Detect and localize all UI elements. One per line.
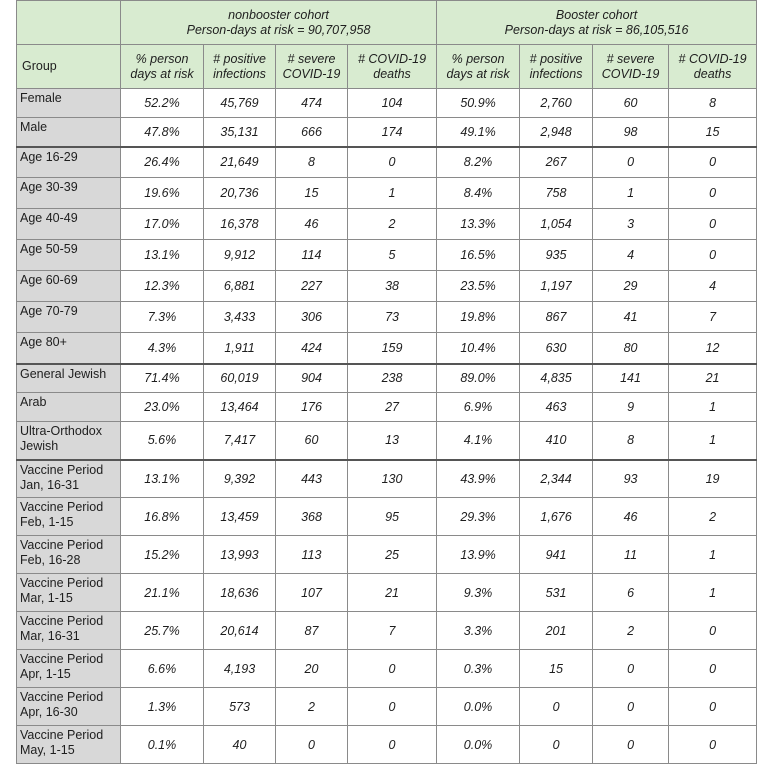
row-label-line: Age 16-29 [20, 149, 78, 164]
table-cell: 16,378 [204, 209, 276, 240]
table-cell: 443 [276, 460, 348, 498]
table-cell: 3,433 [204, 302, 276, 333]
column-header-line: infections [529, 66, 583, 81]
table-cell: 52.2% [121, 89, 204, 118]
table-cell: 19 [669, 460, 757, 498]
row-label-line: Vaccine Period [20, 500, 104, 514]
table-cell: 26.4% [121, 147, 204, 178]
table-cell: 15.2% [121, 536, 204, 574]
table-cell: 13,464 [204, 393, 276, 422]
nonbooster-cohort-header [121, 1, 437, 45]
table-row [17, 460, 757, 498]
row-label-line: Vaccine Period [20, 690, 104, 704]
row-label [17, 118, 121, 147]
table-cell: 40 [204, 726, 276, 764]
table-cell: 941 [520, 536, 593, 574]
table-cell: 0 [669, 650, 757, 688]
table-cell: 25.7% [121, 612, 204, 650]
table-row [17, 271, 757, 302]
row-label [17, 536, 121, 574]
table-cell: 41 [593, 302, 669, 333]
table-cell: 113 [276, 536, 348, 574]
table-cell: 424 [276, 333, 348, 364]
table-cell: 1,676 [520, 498, 593, 536]
column-header-line: COVID-19 [601, 66, 660, 81]
row-label [17, 422, 121, 460]
table-row [17, 118, 757, 147]
table-cell: 0.0% [437, 688, 520, 726]
row-label [17, 612, 121, 650]
row-label-line: Mar, 16-31 [20, 629, 80, 643]
table-cell: 0 [348, 688, 437, 726]
table-cell: 98 [593, 118, 669, 147]
row-label [17, 333, 121, 364]
table-cell: 13.3% [437, 209, 520, 240]
column-header-line: # severe [606, 51, 655, 66]
column-header [437, 45, 520, 89]
table-cell: 114 [276, 240, 348, 271]
table-cell: 60 [593, 89, 669, 118]
table-row [17, 240, 757, 271]
table-cell: 29.3% [437, 498, 520, 536]
table-cell: 21 [348, 574, 437, 612]
table-cell: 7 [669, 302, 757, 333]
table-cell: 10.4% [437, 333, 520, 364]
table-cell: 20,736 [204, 178, 276, 209]
table-cell: 15 [669, 118, 757, 147]
table-cell: 201 [520, 612, 593, 650]
table-cell: 9,392 [204, 460, 276, 498]
table-cell: 1,911 [204, 333, 276, 364]
table-cell: 104 [348, 89, 437, 118]
table-cell: 13.1% [121, 240, 204, 271]
table-cell: 0 [348, 147, 437, 178]
column-header [276, 45, 348, 89]
table-cell: 8.4% [437, 178, 520, 209]
cohort-table [16, 0, 757, 764]
table-cell: 935 [520, 240, 593, 271]
table-cell: 5 [348, 240, 437, 271]
table-row [17, 178, 757, 209]
row-label-line: Jewish [20, 439, 59, 453]
row-label-line: Vaccine Period [20, 576, 104, 590]
table-cell: 0.1% [121, 726, 204, 764]
table-cell: 12.3% [121, 271, 204, 302]
table-cell: 8.2% [437, 147, 520, 178]
table-cell: 531 [520, 574, 593, 612]
table-cell: 130 [348, 460, 437, 498]
table-row [17, 89, 757, 118]
table-cell: 6,881 [204, 271, 276, 302]
row-label-line: Apr, 16-30 [20, 705, 78, 719]
table-cell: 9.3% [437, 574, 520, 612]
column-header-line: # COVID-19 [357, 51, 427, 66]
table-cell: 46 [593, 498, 669, 536]
table-cell: 0 [593, 688, 669, 726]
column-header [204, 45, 276, 89]
table-cell: 7,417 [204, 422, 276, 460]
column-header-line: deaths [373, 66, 411, 81]
table-cell: 758 [520, 178, 593, 209]
table-cell: 0.3% [437, 650, 520, 688]
table-cell: 1,054 [520, 209, 593, 240]
column-header-line: # positive [529, 51, 583, 66]
table-cell: 60 [276, 422, 348, 460]
table-cell: 45,769 [204, 89, 276, 118]
table-cell: 6.9% [437, 393, 520, 422]
table-cell: 21,649 [204, 147, 276, 178]
table-row [17, 333, 757, 364]
row-label-line: Feb, 16-28 [20, 553, 81, 567]
table-cell: 267 [520, 147, 593, 178]
table-cell: 2 [593, 612, 669, 650]
table-cell: 15 [276, 178, 348, 209]
column-header [593, 45, 669, 89]
table-cell: 107 [276, 574, 348, 612]
table-cell: 1 [593, 178, 669, 209]
table-row [17, 147, 757, 178]
table-cell: 0 [520, 688, 593, 726]
table-cell: 13 [348, 422, 437, 460]
row-label [17, 89, 121, 118]
column-header-line: COVID-19 [282, 66, 341, 81]
table-cell: 9,912 [204, 240, 276, 271]
table-cell: 5.6% [121, 422, 204, 460]
row-label [17, 240, 121, 271]
table-cell: 2,344 [520, 460, 593, 498]
table-cell: 0 [593, 726, 669, 764]
table-cell: 13,993 [204, 536, 276, 574]
row-label [17, 460, 121, 498]
table-cell: 6.6% [121, 650, 204, 688]
table-cell: 1 [669, 574, 757, 612]
table-row [17, 726, 757, 764]
row-label [17, 271, 121, 302]
table-cell: 573 [204, 688, 276, 726]
row-label-line: Age 40-49 [20, 211, 78, 225]
row-label-line: Male [20, 120, 48, 134]
table-row [17, 574, 757, 612]
table-cell: 21 [669, 364, 757, 393]
column-header-line: days at risk [130, 66, 194, 81]
table-cell: 8 [276, 147, 348, 178]
column-header-line: % person [451, 51, 505, 66]
table-cell: 13.9% [437, 536, 520, 574]
table-cell: 867 [520, 302, 593, 333]
column-header [121, 45, 204, 89]
column-header-line: # positive [213, 51, 266, 66]
table-cell: 474 [276, 89, 348, 118]
table-cell: 2,760 [520, 89, 593, 118]
column-header-line: days at risk [446, 66, 510, 81]
table-cell: 89.0% [437, 364, 520, 393]
table-cell: 3.3% [437, 612, 520, 650]
table-cell: 1 [348, 178, 437, 209]
row-label-line: Female [20, 91, 62, 105]
table-cell: 630 [520, 333, 593, 364]
table-cell: 4,193 [204, 650, 276, 688]
table-cell: 87 [276, 612, 348, 650]
table-cell: 8 [669, 89, 757, 118]
table-cell: 9 [593, 393, 669, 422]
table-cell: 4.1% [437, 422, 520, 460]
row-label [17, 574, 121, 612]
table-cell: 16.8% [121, 498, 204, 536]
table-cell: 174 [348, 118, 437, 147]
row-label-line: Vaccine Period [20, 652, 104, 666]
table-cell: 19.8% [437, 302, 520, 333]
table-cell: 49.1% [437, 118, 520, 147]
table-cell: 0 [669, 726, 757, 764]
row-label-line: Age 60-69 [20, 273, 78, 287]
table-cell: 410 [520, 422, 593, 460]
row-label-line: Age 50-59 [20, 242, 78, 256]
table-cell: 13,459 [204, 498, 276, 536]
table-row [17, 209, 757, 240]
table-cell: 7.3% [121, 302, 204, 333]
table-cell: 43.9% [437, 460, 520, 498]
table-cell: 159 [348, 333, 437, 364]
table-cell: 0 [669, 147, 757, 178]
table-cell: 0 [669, 612, 757, 650]
booster-cohort-header [437, 1, 757, 45]
table-cell: 25 [348, 536, 437, 574]
table-cell: 47.8% [121, 118, 204, 147]
table-cell: 23.0% [121, 393, 204, 422]
row-label-line: May, 1-15 [20, 743, 75, 757]
table-cell: 1 [669, 393, 757, 422]
table-cell: 38 [348, 271, 437, 302]
table-cell: 0 [348, 650, 437, 688]
table-cell: 176 [276, 393, 348, 422]
table-cell: 29 [593, 271, 669, 302]
column-header-line: % person [135, 51, 189, 66]
table-cell: 227 [276, 271, 348, 302]
nonbooster-subtitle: Person-days at risk = 90,707,958 [186, 22, 371, 37]
row-label-line: Age 30-39 [20, 180, 78, 194]
table-cell: 71.4% [121, 364, 204, 393]
header-blank-cell [17, 1, 121, 45]
table-cell: 0 [276, 726, 348, 764]
table-cell: 0 [669, 178, 757, 209]
table-cell: 16.5% [437, 240, 520, 271]
group-column-header: Group [17, 45, 121, 89]
row-label-line: Vaccine Period [20, 728, 104, 742]
table-cell: 4 [593, 240, 669, 271]
row-label [17, 650, 121, 688]
table-cell: 3 [593, 209, 669, 240]
table-cell: 666 [276, 118, 348, 147]
table-cell: 2,948 [520, 118, 593, 147]
column-header-line: deaths [693, 66, 732, 81]
table-cell: 1.3% [121, 688, 204, 726]
table-cell: 23.5% [437, 271, 520, 302]
row-label [17, 178, 121, 209]
table-cell: 2 [276, 688, 348, 726]
table-cell: 0 [348, 726, 437, 764]
row-label-line: Arab [20, 395, 47, 409]
row-label [17, 209, 121, 240]
column-header [669, 45, 757, 89]
table-cell: 0 [593, 650, 669, 688]
table-cell: 0 [669, 688, 757, 726]
table-cell: 21.1% [121, 574, 204, 612]
table-row [17, 422, 757, 460]
row-label-line: Age 80+ [20, 335, 67, 349]
table-cell: 2 [348, 209, 437, 240]
table-cell: 904 [276, 364, 348, 393]
row-label [17, 302, 121, 333]
row-label-line: Ultra-Orthodox [20, 424, 102, 438]
row-label-line: General Jewish [20, 366, 107, 381]
row-label-line: Vaccine Period [20, 462, 104, 477]
row-label-line: Jan, 16-31 [20, 477, 80, 492]
table-cell: 368 [276, 498, 348, 536]
table-cell: 73 [348, 302, 437, 333]
table-cell: 141 [593, 364, 669, 393]
row-label [17, 688, 121, 726]
table-row [17, 612, 757, 650]
table-cell: 93 [593, 460, 669, 498]
table-cell: 7 [348, 612, 437, 650]
table-row [17, 536, 757, 574]
row-label-line: Vaccine Period [20, 538, 104, 552]
booster-title: Booster cohort [555, 7, 638, 22]
table-row [17, 650, 757, 688]
table-row [17, 393, 757, 422]
nonbooster-title: nonbooster cohort [228, 7, 329, 22]
table-cell: 11 [593, 536, 669, 574]
table-cell: 2 [669, 498, 757, 536]
table-cell: 0 [669, 209, 757, 240]
table-cell: 4.3% [121, 333, 204, 364]
row-label-line: Vaccine Period [20, 614, 104, 628]
row-label [17, 393, 121, 422]
table-cell: 20,614 [204, 612, 276, 650]
table-cell: 463 [520, 393, 593, 422]
table-cell: 17.0% [121, 209, 204, 240]
table-cell: 95 [348, 498, 437, 536]
table-row [17, 302, 757, 333]
row-label-line: Mar, 1-15 [20, 591, 73, 605]
column-header-line: # COVID-19 [678, 51, 747, 66]
table-cell: 1,197 [520, 271, 593, 302]
table-cell: 19.6% [121, 178, 204, 209]
table-cell: 15 [520, 650, 593, 688]
row-label [17, 364, 121, 393]
table-cell: 13.1% [121, 460, 204, 498]
table-row [17, 498, 757, 536]
table-cell: 0.0% [437, 726, 520, 764]
row-label-line: Age 70-79 [20, 304, 78, 318]
booster-subtitle: Person-days at risk = 86,105,516 [504, 22, 689, 37]
table-cell: 1 [669, 536, 757, 574]
table-cell: 0 [669, 240, 757, 271]
table-cell: 4,835 [520, 364, 593, 393]
table-cell: 8 [593, 422, 669, 460]
table-cell: 50.9% [437, 89, 520, 118]
table-cell: 18,636 [204, 574, 276, 612]
table-cell: 80 [593, 333, 669, 364]
column-header-line: infections [213, 66, 266, 81]
table-row [17, 688, 757, 726]
table-cell: 0 [520, 726, 593, 764]
table-cell: 12 [669, 333, 757, 364]
row-label [17, 498, 121, 536]
column-header [520, 45, 593, 89]
table-cell: 1 [669, 422, 757, 460]
table-cell: 4 [669, 271, 757, 302]
table-cell: 0 [593, 147, 669, 178]
row-label-line: Feb, 1-15 [20, 515, 74, 529]
row-label-line: Apr, 1-15 [20, 667, 71, 681]
table-cell: 46 [276, 209, 348, 240]
table-cell: 238 [348, 364, 437, 393]
column-header [348, 45, 437, 89]
column-header-line: # severe [287, 51, 336, 66]
table-row [17, 364, 757, 393]
table-cell: 6 [593, 574, 669, 612]
table-cell: 306 [276, 302, 348, 333]
table-cell: 27 [348, 393, 437, 422]
table-cell: 60,019 [204, 364, 276, 393]
table-cell: 20 [276, 650, 348, 688]
table-cell: 35,131 [204, 118, 276, 147]
row-label [17, 726, 121, 764]
row-label [17, 147, 121, 178]
